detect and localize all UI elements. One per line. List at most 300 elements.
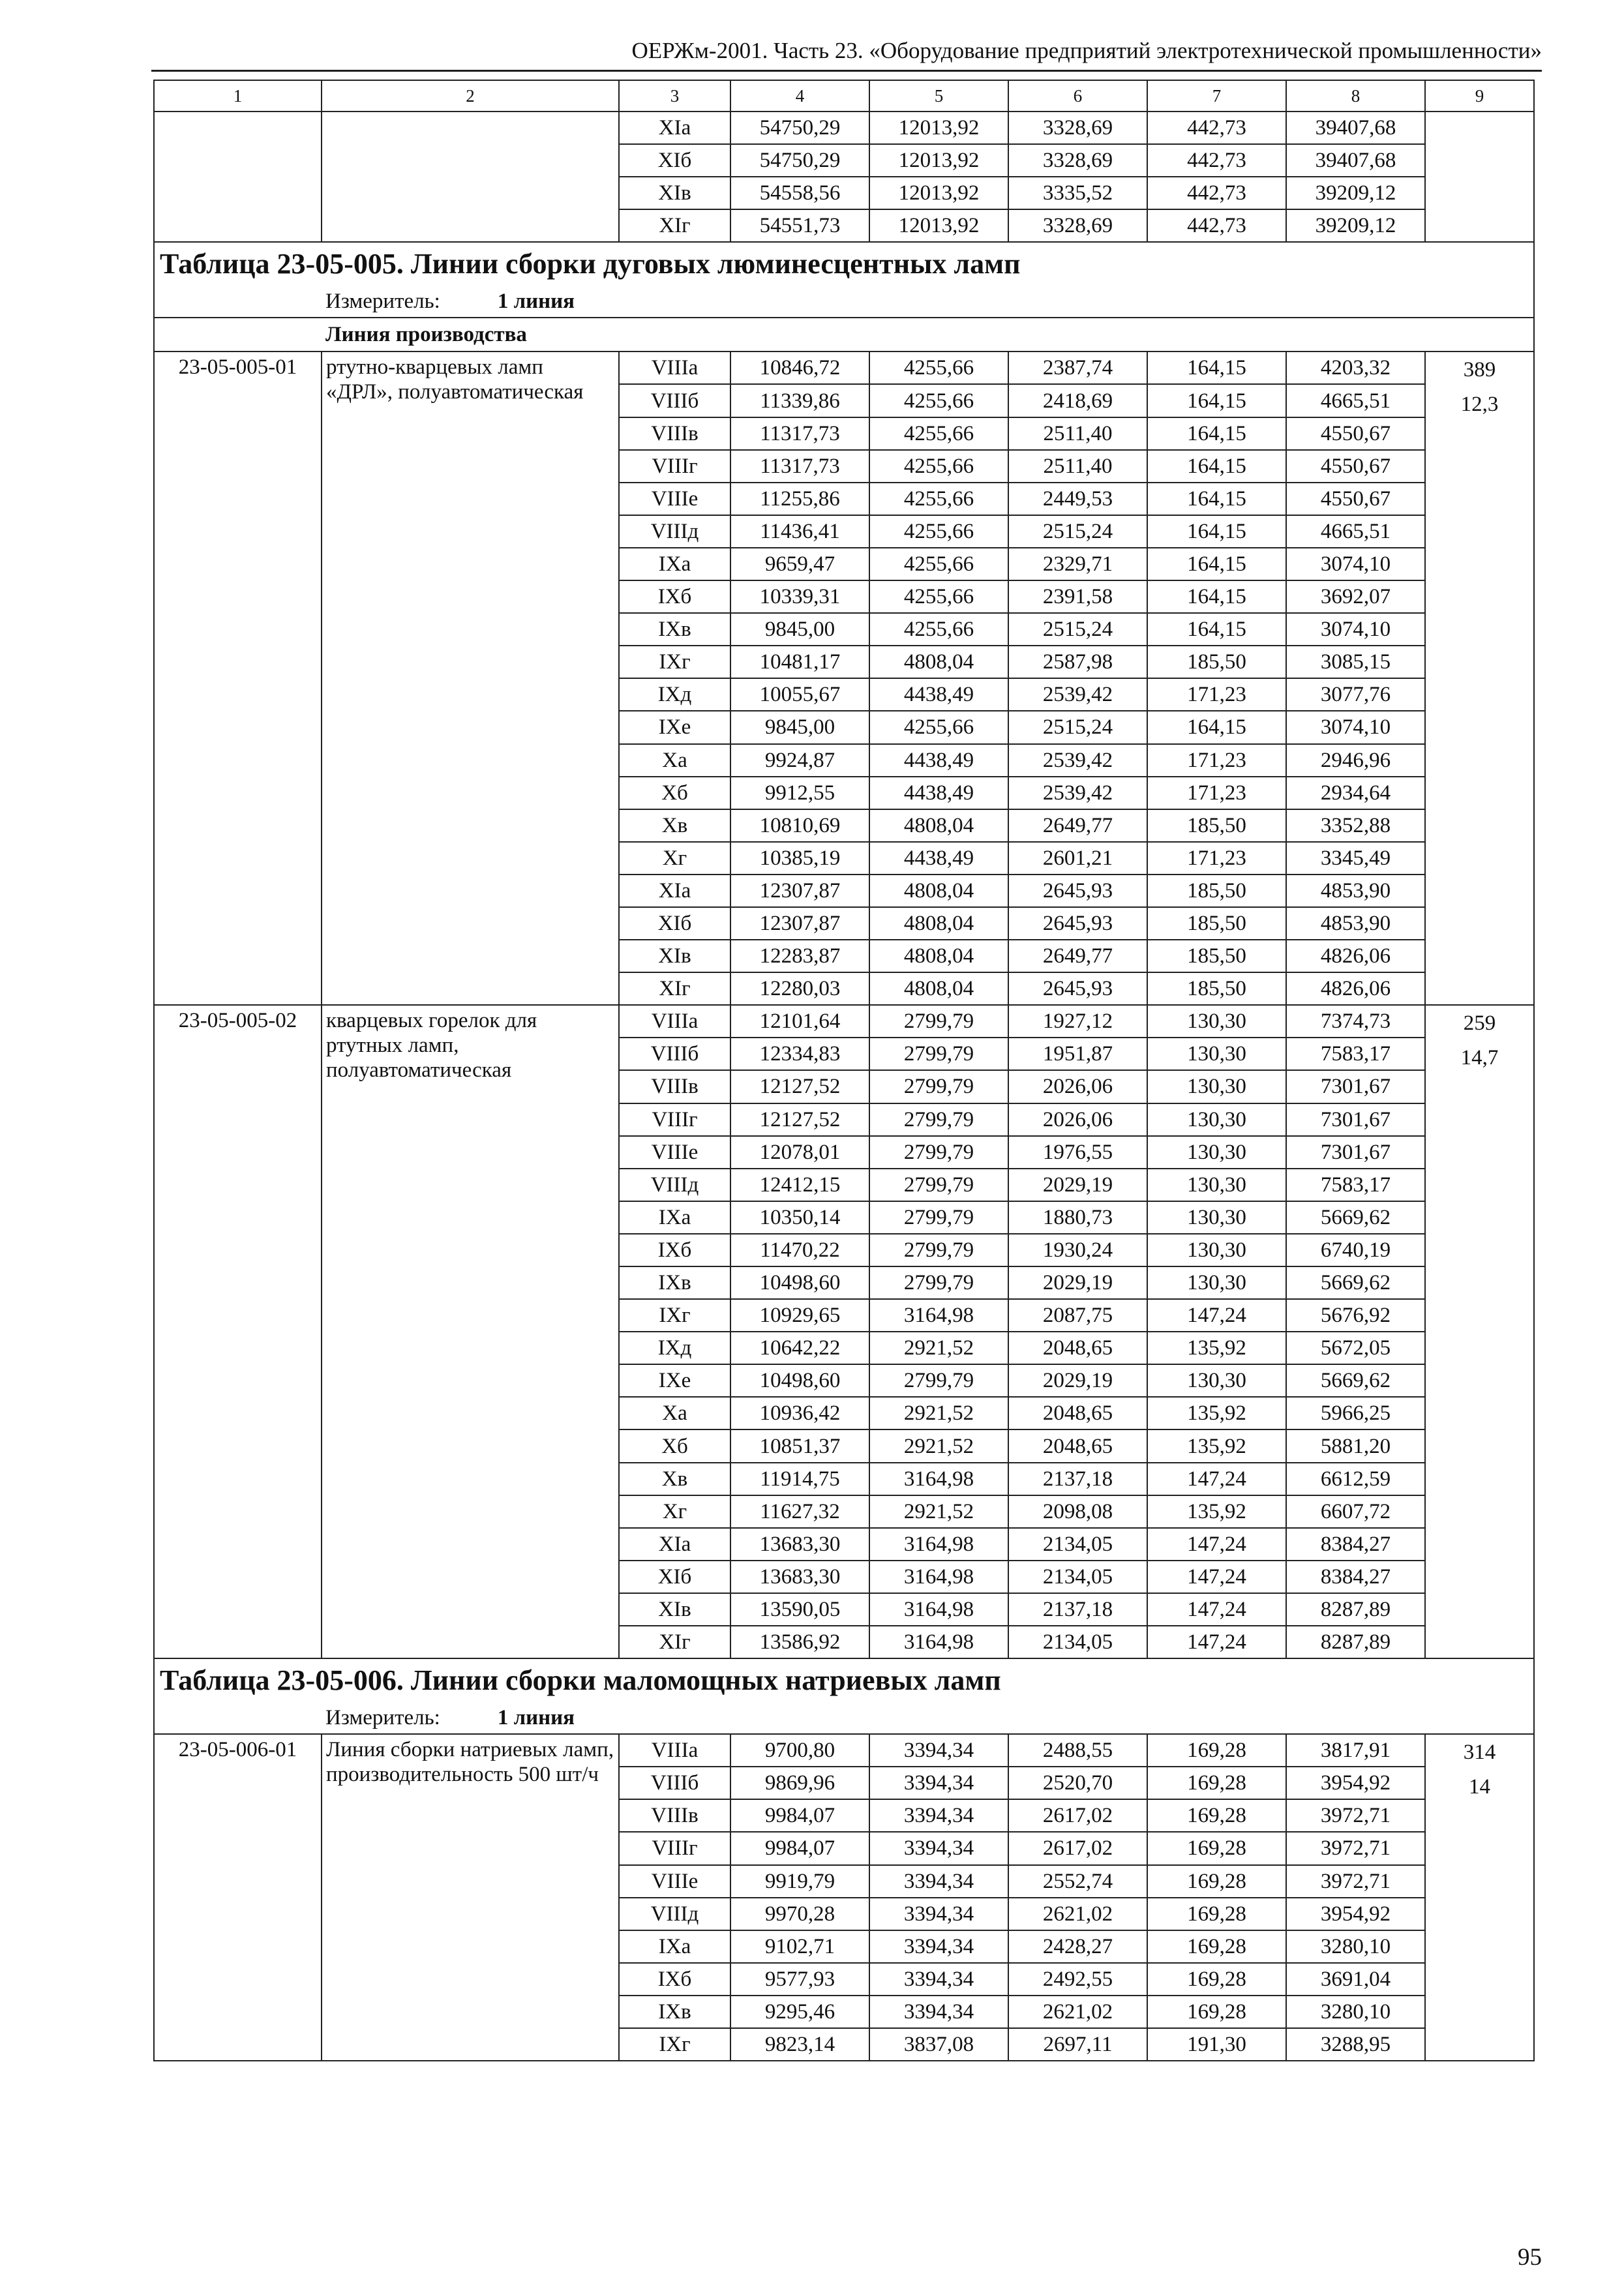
value-cell: 3164,98 [869,1299,1008,1332]
item-code: 23-05-006-01 [154,1734,322,2061]
value-cell: 4203,32 [1286,352,1425,384]
value-cell: 2492,55 [1008,1963,1147,1996]
value-cell: 3280,10 [1286,1930,1425,1963]
value-cell: 4438,49 [869,678,1008,711]
zone-cell: VIIIг [619,1832,730,1864]
zone-cell: XIб [619,1561,730,1593]
value-cell: 2087,75 [1008,1299,1147,1332]
value-cell: 442,73 [1147,177,1286,209]
value-cell: 164,15 [1147,384,1286,417]
value-cell: 11627,32 [730,1495,869,1528]
value-cell: 4550,67 [1286,417,1425,450]
value-cell: 3074,10 [1286,548,1425,580]
value-cell: 2539,42 [1008,777,1147,809]
value-cell: 1976,55 [1008,1136,1147,1169]
value-cell: 10055,67 [730,678,869,711]
zone-cell: IXб [619,580,730,613]
col9-value: 12,3 [1460,393,1499,417]
empty-name-cell [322,112,619,242]
item-col9 [1425,1734,1534,2061]
empty-code-cell [154,112,322,242]
value-cell: 130,30 [1147,1070,1286,1103]
value-cell: 3954,92 [1286,1767,1425,1799]
value-cell: 2649,77 [1008,809,1147,842]
value-cell: 1880,73 [1008,1201,1147,1234]
value-cell: 2387,74 [1008,352,1147,384]
table-body [154,80,1534,2061]
value-cell: 3164,98 [869,1593,1008,1626]
value-cell: 2645,93 [1008,972,1147,1005]
value-cell: 5669,62 [1286,1201,1425,1234]
value-cell: 164,15 [1147,711,1286,743]
value-cell: 2029,19 [1008,1266,1147,1299]
value-cell: 135,92 [1147,1495,1286,1528]
value-cell: 3394,34 [869,1930,1008,1963]
value-cell: 10498,60 [730,1266,869,1299]
value-cell: 9659,47 [730,548,869,580]
item-name: Линия сборки натриевых ламп, производительность 500 шт/ч [322,1734,619,2061]
value-cell: 164,15 [1147,417,1286,450]
value-cell: 2799,79 [869,1234,1008,1266]
value-cell: 2048,65 [1008,1429,1147,1462]
value-cell: 3394,34 [869,1799,1008,1832]
measure-row [154,1705,1534,1734]
table-row [154,1005,1534,1038]
value-cell: 2617,02 [1008,1799,1147,1832]
value-cell: 11317,73 [730,450,869,483]
zone-cell: XIб [619,144,730,177]
measure-cell [154,289,1534,318]
value-cell: 147,24 [1147,1299,1286,1332]
value-cell: 9577,93 [730,1963,869,1996]
zone-cell: IXв [619,613,730,646]
value-cell: 4853,90 [1286,875,1425,907]
value-cell: 164,15 [1147,580,1286,613]
value-cell: 39407,68 [1286,144,1425,177]
value-cell: 3164,98 [869,1463,1008,1495]
measure-row [154,289,1534,318]
value-cell: 10810,69 [730,809,869,842]
value-cell: 2921,52 [869,1397,1008,1429]
zone-cell: XIа [619,1528,730,1561]
value-cell: 3288,95 [1286,2028,1425,2061]
value-cell: 442,73 [1147,112,1286,144]
value-cell: 4808,04 [869,940,1008,972]
value-cell: 185,50 [1147,809,1286,842]
value-cell: 12127,52 [730,1070,869,1103]
value-cell: 2515,24 [1008,613,1147,646]
value-cell: 3394,34 [869,1898,1008,1930]
value-cell: 2137,18 [1008,1593,1147,1626]
value-cell: 3817,91 [1286,1734,1425,1767]
value-cell: 130,30 [1147,1266,1286,1299]
zone-cell: VIIIд [619,515,730,548]
value-cell: 3394,34 [869,1963,1008,1996]
value-cell: 4255,66 [869,450,1008,483]
value-cell: 164,15 [1147,548,1286,580]
column-number: 3 [619,80,730,112]
value-cell: 4826,06 [1286,940,1425,972]
value-cell: 3972,71 [1286,1832,1425,1864]
value-cell: 3394,34 [869,1832,1008,1864]
value-cell: 2048,65 [1008,1332,1147,1364]
value-cell: 4438,49 [869,842,1008,875]
value-cell: 191,30 [1147,2028,1286,2061]
value-cell: 8287,89 [1286,1593,1425,1626]
value-cell: 2921,52 [869,1429,1008,1462]
zone-cell: XIв [619,1593,730,1626]
value-cell: 130,30 [1147,1234,1286,1266]
page-header-title: ОЕРЖм-2001. Часть 23. «Оборудование предприятий электротехнической промышленности» [631,38,1542,63]
value-cell: 12013,92 [869,112,1008,144]
value-cell: 1951,87 [1008,1038,1147,1070]
value-cell: 4808,04 [869,875,1008,907]
zone-cell: VIIIа [619,1734,730,1767]
value-cell: 7583,17 [1286,1038,1425,1070]
value-cell: 1927,12 [1008,1005,1147,1038]
column-number: 1 [154,80,322,112]
value-cell: 12013,92 [869,144,1008,177]
value-cell: 2921,52 [869,1332,1008,1364]
value-cell: 169,28 [1147,1832,1286,1864]
table-title-row [154,242,1534,289]
value-cell: 5669,62 [1286,1266,1425,1299]
zone-cell: Xв [619,809,730,842]
value-cell: 185,50 [1147,646,1286,678]
value-cell: 135,92 [1147,1429,1286,1462]
page-number: 95 [1518,2244,1542,2271]
value-cell: 2048,65 [1008,1397,1147,1429]
value-cell: 2934,64 [1286,777,1425,809]
zone-cell: VIIIа [619,352,730,384]
zone-cell: XIа [619,875,730,907]
value-cell: 10350,14 [730,1201,869,1234]
value-cell: 4550,67 [1286,450,1425,483]
value-cell: 169,28 [1147,1767,1286,1799]
value-cell: 185,50 [1147,907,1286,940]
value-cell: 12078,01 [730,1136,869,1169]
value-cell: 12013,92 [869,177,1008,209]
value-cell: 135,92 [1147,1397,1286,1429]
zone-cell: Xб [619,1429,730,1462]
zone-cell: IXг [619,2028,730,2061]
value-cell: 164,15 [1147,352,1286,384]
value-cell: 3328,69 [1008,209,1147,242]
value-cell: 2799,79 [869,1364,1008,1397]
value-cell: 9970,28 [730,1898,869,1930]
value-cell: 12412,15 [730,1169,869,1201]
value-cell: 2621,02 [1008,1898,1147,1930]
value-cell: 171,23 [1147,842,1286,875]
value-cell: 2617,02 [1008,1832,1147,1864]
value-cell: 169,28 [1147,1930,1286,1963]
value-cell: 5672,05 [1286,1332,1425,1364]
value-cell: 130,30 [1147,1103,1286,1136]
value-cell: 9823,14 [730,2028,869,2061]
value-cell: 4665,51 [1286,515,1425,548]
zone-cell: VIIIе [619,483,730,515]
subheading-row [154,318,1534,352]
value-cell: 54750,29 [730,112,869,144]
value-cell: 3692,07 [1286,580,1425,613]
value-cell: 9919,79 [730,1865,869,1898]
zone-cell: VIIIв [619,1070,730,1103]
zone-cell: VIIIд [619,1898,730,1930]
value-cell: 4255,66 [869,417,1008,450]
measure-value: 1 линия [497,1706,575,1730]
value-cell: 2799,79 [869,1103,1008,1136]
header-rule [151,70,1542,72]
value-cell: 2649,77 [1008,940,1147,972]
value-cell: 4438,49 [869,777,1008,809]
col9-value: 314 [1463,1741,1496,1765]
value-cell: 2026,06 [1008,1070,1147,1103]
value-cell: 171,23 [1147,678,1286,711]
zone-cell: IXб [619,1963,730,1996]
value-cell: 130,30 [1147,1038,1286,1070]
zone-cell: VIIIб [619,1038,730,1070]
value-cell: 164,15 [1147,483,1286,515]
value-cell: 3394,34 [869,1767,1008,1799]
value-cell: 2645,93 [1008,875,1147,907]
value-cell: 169,28 [1147,1734,1286,1767]
value-cell: 12307,87 [730,907,869,940]
zone-cell: VIIIв [619,417,730,450]
zone-cell: Xв [619,1463,730,1495]
value-cell: 4808,04 [869,646,1008,678]
zone-cell: IXа [619,1930,730,1963]
value-cell: 2520,70 [1008,1767,1147,1799]
value-cell: 12283,87 [730,940,869,972]
value-cell: 4255,66 [869,515,1008,548]
value-cell: 3164,98 [869,1561,1008,1593]
value-cell: 10481,17 [730,646,869,678]
table-row [154,352,1534,384]
value-cell: 8287,89 [1286,1626,1425,1658]
table-row [154,112,1534,144]
value-cell: 39407,68 [1286,112,1425,144]
zone-cell: VIIIв [619,1799,730,1832]
value-cell: 3837,08 [869,2028,1008,2061]
table-title: Таблица 23-05-006. Линии сборки маломощных натриевых ламп [154,1658,1534,1705]
value-cell: 2488,55 [1008,1734,1147,1767]
value-cell: 4853,90 [1286,907,1425,940]
value-cell: 185,50 [1147,940,1286,972]
zone-cell: VIIIа [619,1005,730,1038]
value-cell: 2539,42 [1008,678,1147,711]
value-cell: 12013,92 [869,209,1008,242]
value-cell: 2621,02 [1008,1996,1147,2028]
col9-value: 14,7 [1460,1046,1499,1070]
value-cell: 2601,21 [1008,842,1147,875]
value-cell: 13590,05 [730,1593,869,1626]
zone-cell: Xг [619,842,730,875]
col9-value: 389 [1463,358,1496,382]
value-cell: 54750,29 [730,144,869,177]
value-cell: 12127,52 [730,1103,869,1136]
value-cell: 147,24 [1147,1626,1286,1658]
value-cell: 39209,12 [1286,209,1425,242]
value-cell: 2511,40 [1008,450,1147,483]
value-cell: 147,24 [1147,1463,1286,1495]
value-cell: 2134,05 [1008,1561,1147,1593]
zone-cell: IXв [619,1996,730,2028]
column-number: 8 [1286,80,1425,112]
zone-cell: XIб [619,907,730,940]
value-cell: 3972,71 [1286,1799,1425,1832]
zone-cell: Xг [619,1495,730,1528]
value-cell: 4438,49 [869,744,1008,777]
value-cell: 2137,18 [1008,1463,1147,1495]
measure-label: Измеритель: [325,1706,440,1730]
zone-cell: IXа [619,548,730,580]
value-cell: 7301,67 [1286,1136,1425,1169]
value-cell: 4808,04 [869,907,1008,940]
column-number: 4 [730,80,869,112]
value-cell: 9845,00 [730,711,869,743]
item-name: ртутно-кварцевых ламп «ДРЛ», полуавтоматическая [322,352,619,1005]
table-title-row [154,1658,1534,1705]
zone-cell: XIг [619,209,730,242]
value-cell: 7374,73 [1286,1005,1425,1038]
value-cell: 12101,64 [730,1005,869,1038]
zone-cell: IXе [619,1364,730,1397]
value-cell: 10339,31 [730,580,869,613]
value-cell: 3074,10 [1286,613,1425,646]
value-cell: 442,73 [1147,144,1286,177]
zone-cell: VIIIг [619,450,730,483]
column-number: 2 [322,80,619,112]
value-cell: 3328,69 [1008,112,1147,144]
zone-cell: Xа [619,744,730,777]
value-cell: 2799,79 [869,1005,1008,1038]
measure-value: 1 линия [497,290,575,314]
value-cell: 2029,19 [1008,1364,1147,1397]
value-cell: 9845,00 [730,613,869,646]
value-cell: 54558,56 [730,177,869,209]
value-cell: 2799,79 [869,1136,1008,1169]
zone-cell: XIв [619,177,730,209]
value-cell: 5966,25 [1286,1397,1425,1429]
value-cell: 3085,15 [1286,646,1425,678]
value-cell: 12280,03 [730,972,869,1005]
value-cell: 5669,62 [1286,1364,1425,1397]
column-number: 9 [1425,80,1534,112]
zone-cell: IXг [619,1299,730,1332]
value-cell: 4255,66 [869,580,1008,613]
value-cell: 9912,55 [730,777,869,809]
zone-cell: VIIIе [619,1136,730,1169]
value-cell: 2134,05 [1008,1528,1147,1561]
value-cell: 130,30 [1147,1169,1286,1201]
zone-cell: IXа [619,1201,730,1234]
value-cell: 3691,04 [1286,1963,1425,1996]
value-cell: 171,23 [1147,777,1286,809]
value-cell: 2799,79 [869,1266,1008,1299]
value-cell: 4255,66 [869,548,1008,580]
zone-cell: IXд [619,1332,730,1364]
value-cell: 8384,27 [1286,1528,1425,1561]
value-cell: 2418,69 [1008,384,1147,417]
value-cell: 3077,76 [1286,678,1425,711]
value-cell: 10385,19 [730,842,869,875]
value-cell: 3074,10 [1286,711,1425,743]
item-col9 [1425,1005,1534,1658]
value-cell: 2645,93 [1008,907,1147,940]
value-cell: 130,30 [1147,1136,1286,1169]
value-cell: 4255,66 [869,613,1008,646]
value-cell: 5881,20 [1286,1429,1425,1462]
value-cell: 3972,71 [1286,1865,1425,1898]
value-cell: 3954,92 [1286,1898,1425,1930]
value-cell: 2098,08 [1008,1495,1147,1528]
value-cell: 130,30 [1147,1364,1286,1397]
value-cell: 2449,53 [1008,483,1147,515]
value-cell: 10642,22 [730,1332,869,1364]
zone-cell: VIIIд [619,1169,730,1201]
value-cell: 9869,96 [730,1767,869,1799]
item-name: кварцевых горелок для ртутных ламп, полуавтоматическая [322,1005,619,1658]
value-cell: 442,73 [1147,209,1286,242]
value-cell: 164,15 [1147,450,1286,483]
value-cell: 4808,04 [869,809,1008,842]
value-cell: 3394,34 [869,1734,1008,1767]
value-cell: 130,30 [1147,1005,1286,1038]
zone-cell: IXг [619,646,730,678]
value-cell: 3394,34 [869,1865,1008,1898]
value-cell: 2428,27 [1008,1930,1147,1963]
value-cell: 10846,72 [730,352,869,384]
value-cell: 185,50 [1147,875,1286,907]
value-cell: 9924,87 [730,744,869,777]
value-cell: 11914,75 [730,1463,869,1495]
value-cell: 9295,46 [730,1996,869,2028]
value-cell: 3352,88 [1286,809,1425,842]
value-cell: 2799,79 [869,1070,1008,1103]
zone-cell: IXв [619,1266,730,1299]
zone-cell: VIIIе [619,1865,730,1898]
zone-cell: XIа [619,112,730,144]
value-cell: 2515,24 [1008,711,1147,743]
value-cell: 164,15 [1147,515,1286,548]
value-cell: 6607,72 [1286,1495,1425,1528]
item-code: 23-05-005-01 [154,352,322,1005]
column-number: 7 [1147,80,1286,112]
value-cell: 2329,71 [1008,548,1147,580]
empty-col9-cell [1425,112,1534,242]
value-cell: 7301,67 [1286,1103,1425,1136]
value-cell: 11470,22 [730,1234,869,1266]
value-cell: 6612,59 [1286,1463,1425,1495]
value-cell: 11339,86 [730,384,869,417]
value-cell: 185,50 [1147,972,1286,1005]
value-cell: 2511,40 [1008,417,1147,450]
value-cell: 169,28 [1147,1865,1286,1898]
value-cell: 171,23 [1147,744,1286,777]
item-col9 [1425,352,1534,1005]
value-cell: 7301,67 [1286,1070,1425,1103]
value-cell: 2697,11 [1008,2028,1147,2061]
value-cell: 135,92 [1147,1332,1286,1364]
value-cell: 9984,07 [730,1832,869,1864]
zone-cell: IXе [619,711,730,743]
value-cell: 2515,24 [1008,515,1147,548]
value-cell: 164,15 [1147,613,1286,646]
zone-cell: Xа [619,1397,730,1429]
value-cell: 1930,24 [1008,1234,1147,1266]
value-cell: 4255,66 [869,711,1008,743]
value-cell: 10929,65 [730,1299,869,1332]
